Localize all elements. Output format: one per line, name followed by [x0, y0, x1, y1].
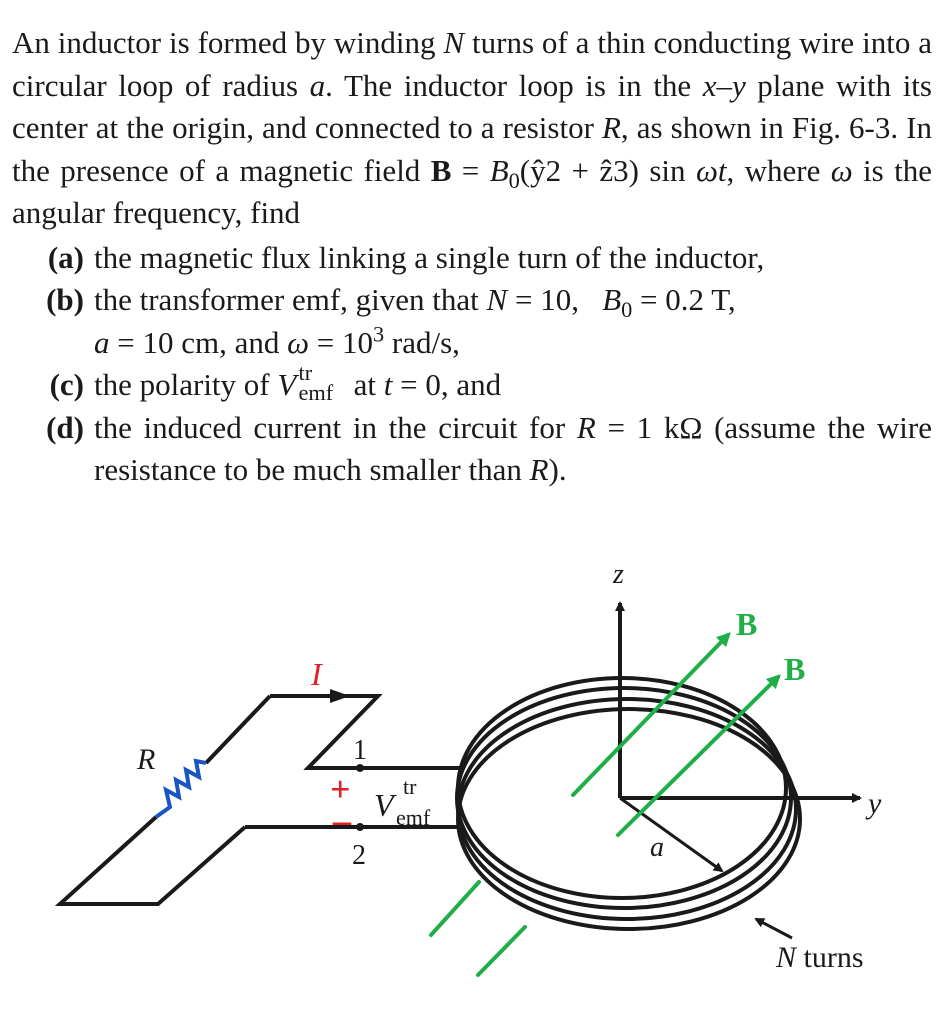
v-emf-scripts: tr emf [298, 359, 334, 405]
circuit-left-bottom [60, 817, 245, 904]
problem-statement [12, 22, 932, 492]
minus-sign: – [333, 800, 351, 840]
current-label: I [311, 656, 322, 692]
field-label-2: B [784, 651, 806, 687]
z-axis-label: z [613, 559, 624, 590]
part-d: (d) the induced current in the circuit for R = 1 kΩ (assume the wire resistance to be much smaller than R). [46, 409, 932, 487]
part-b: (b) the transformer emf, given that N = 10, $B_0 = 0.2$ T, a = 10 cm, and $\omega = 10^3$ rad/s, [46, 282, 736, 360]
n-turns-label [775, 941, 864, 974]
y-axis-label: y [868, 787, 882, 820]
terminal-2-dot [356, 823, 364, 831]
coil-turn-3 [458, 699, 796, 919]
problem-parts [12, 237, 932, 492]
n-symbol: N [776, 941, 797, 974]
resistor-label: R [137, 743, 156, 776]
field-arrow-1 [573, 635, 728, 795]
part-a: (a) the magnetic flux linking a single turn of the inductor, [47, 239, 765, 275]
inductor-diagram [0, 555, 943, 1024]
current-arrow [330, 689, 350, 703]
turns-text: turns [796, 941, 864, 974]
plus-sign: + [330, 769, 351, 809]
resistor-zigzag [156, 761, 206, 817]
v-emf-label [374, 774, 431, 830]
v-emf-sup: tr [403, 774, 417, 799]
circuit-left-top [206, 696, 270, 763]
radius-arrow [620, 798, 722, 871]
v-emf-sub: emf [396, 805, 431, 830]
v-emf-symbol: V [374, 787, 394, 823]
inductor-figure [0, 555, 943, 1024]
n-turns-pointer [756, 919, 792, 938]
radius-label: a [650, 832, 664, 863]
field-label-1: B [736, 606, 758, 642]
terminal-2-label: 2 [352, 840, 366, 871]
part-c: (c) the polarity of V tr emf at t = 0, and [49, 359, 502, 405]
field-line-lower-1 [431, 882, 479, 935]
field-lines-lower [431, 882, 525, 975]
problem-intro: An inductor is formed by winding N turns of a thin conducting wire into a circular loop of radius a. The inductor loop is in the x–y plane with its center at the origin, and connected to a resistor R, as shown in Fig. 6-3. In the presence of a magnetic field $B = B_0(ŷ2$ + ẑ3) sin ωt, where ω is the angular frequency, find [12, 25, 932, 230]
terminal-1-label: 1 [353, 735, 367, 766]
circuit [60, 696, 462, 904]
field-arrows [573, 635, 778, 835]
field-line-lower-2 [478, 927, 525, 975]
